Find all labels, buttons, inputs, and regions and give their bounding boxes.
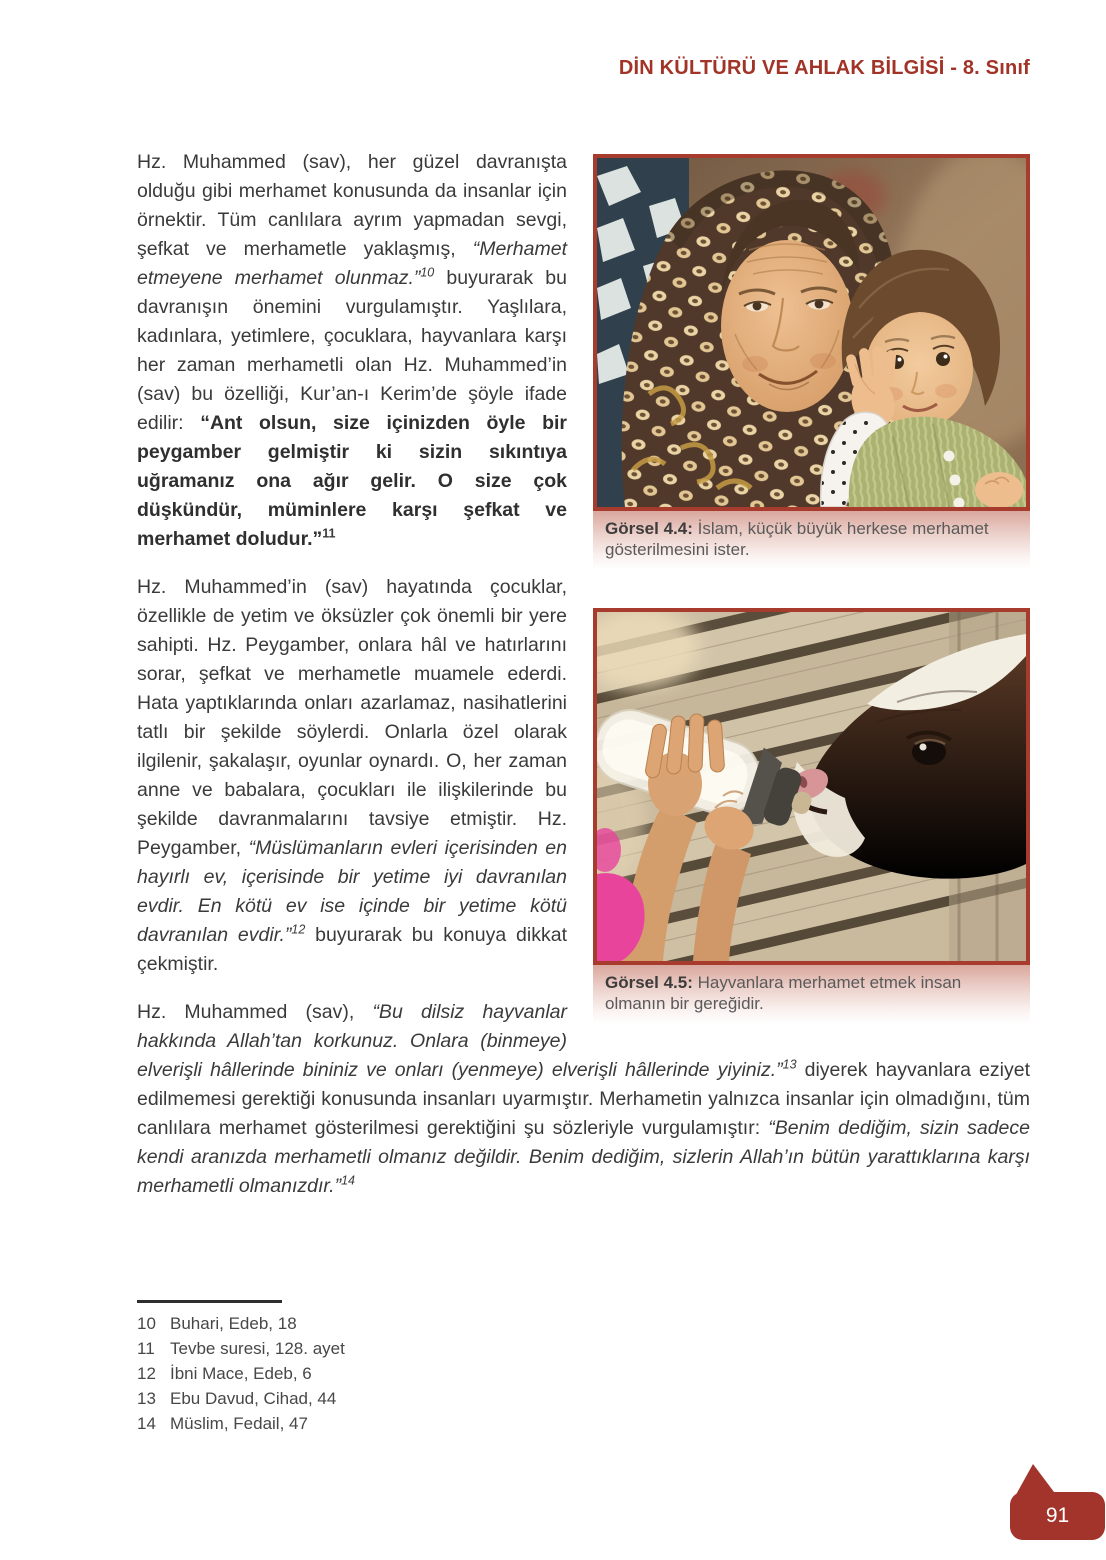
figure-label: Görsel 4.4: <box>605 519 693 538</box>
footnote-item: 11 Tevbe suresi, 128. ayet <box>137 1339 345 1358</box>
grandmother-face <box>721 240 853 412</box>
footnotes <box>137 1300 637 1436</box>
figure-caption-text: İslam, küçük büyük herkese merhamet gösterilmesini ister. <box>605 519 989 559</box>
figure-caption <box>593 965 1030 1022</box>
footnote-item: 13 Ebu Davud, Cihad, 44 <box>137 1389 337 1408</box>
photo-frame <box>593 154 1030 511</box>
paragraph-2: Hz. Muhammed’in (sav) hayatında çocuklar, özellikle de yetim ve öksüzler çok önemli bir yere sahipti. Hz. Peygamber, onlara hâl ve hatırlarını sorar, şefkat ve merhametle muamele ederdi. Hata yaptıklarında onları azarlamaz, nasihatlerini tatlı bir şekilde söylerdi. Onlarla özel olarak ilgilenir, şakalaşır, oyunlar oynardı. O, her zaman anne ve babalara, çocukları ile ilişkilerinde bu şekilde davranmalarını tavsiye etmiştir. Hz. Peygamber, “Müslümanların evleri içerisinden en hayırlı ev, içerisinde bir yetime iyi davranılan evdir. En kötü ev ise içinde bir yetime kötü davranılan evdir.”$^{12}$ buyurarak bu konuya dikkat çekmiştir. <box>137 576 567 975</box>
paragraph-3: Hz. Muhammed (sav), “Bu dilsiz hayvanlar hakkında Allah’tan korkunuz. Onlara (binmeye) elverişli hâllerinde bininiz ve onları (yenmeye) elverişli hâllerinde yiyiniz.”$^{13}$ diyerek hayvanlara eziyet edilmemesi gerektiği konusunda insanları uyarmıştır. Merhametin yalnızca insanlar için olmadığını, tüm canlılara merhamet gösterilmesi gerektiğini şu sözleriyle vurgulamıştır: “Benim dediğim, sizin sadece kendi aranızda merhametli olmanız değildir. Benim dediğim, sizlerin Allah’ın bütün yarattıklarına karşı merhametli olmanızdır.”$^{14}$ <box>137 1001 1030 1197</box>
footnote-item: 14 Müslim, Fedail, 47 <box>137 1414 308 1433</box>
page-number-badge <box>1010 1492 1105 1540</box>
figure-label: Görsel 4.5: <box>605 973 693 992</box>
photo-frame <box>593 608 1030 965</box>
paragraph-1: Hz. Muhammed (sav), her güzel davranışta olduğu gibi merhamet konusunda da insanlar için örnektir. Tüm canlılara ayrım yapmadan sevgi, şefkat ve merhametle yaklaşmış, “Merhamet etmeyene merhamet olunmaz.”$^{10}$ buyurarak bu davranışın önemini vurgulamıştır. Yaşlılara, kadınlara, yetimlere, çocuklara, hayvanlara karşı her zaman merhametli olan Hz. Muhammed’in (sav) bu özelliği, Kur’an-ı Kerim’de şöyle ifade edilir: “Ant olsun, size içinizden öyle bir peygamber gelmiştir ki sizin sıkıntıya uğramanız ona ağır gelir. O size çok düşkündür, müminlere karşı şefkat ve merhamet doludur.”$^{11}$ <box>137 151 567 550</box>
figure-column <box>593 154 1030 1022</box>
footnote-item: 12 İbni Mace, Edeb, 6 <box>137 1364 312 1383</box>
page-number: 91 <box>1045 1504 1070 1527</box>
footnote-item: 10 Buhari, Edeb, 18 <box>137 1314 297 1333</box>
figure-gorsel-4-4 <box>593 154 1030 568</box>
page-header-title: DİN KÜLTÜRÜ VE AHLAK BİLGİSİ - 8. Sınıf <box>618 57 1030 79</box>
figure-gorsel-4-5 <box>593 608 1030 1022</box>
footnotes-divider <box>137 1300 282 1303</box>
photo-grandmother-and-child <box>597 158 1026 507</box>
figure-caption <box>593 511 1030 568</box>
figure-caption-text: Hayvanlara merhamet etmek insan olmanın bir gereğidir. <box>605 973 962 1013</box>
page-body <box>137 148 1030 1220</box>
photo-calf-bottle-feeding <box>597 612 1026 961</box>
